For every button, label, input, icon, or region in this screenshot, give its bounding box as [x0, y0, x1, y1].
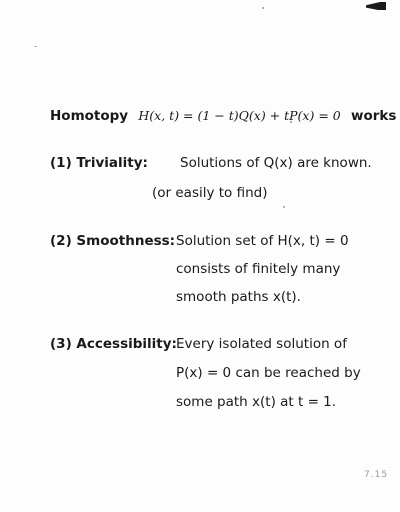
item-text-line: (or easily to find)	[152, 185, 268, 201]
item-label-smoothness: (2) Smoothness:	[50, 233, 176, 249]
title-formula: H(x, t) = (1 − t)Q(x) + tP(x) = 0	[138, 108, 341, 123]
corner-scan-mark	[366, 2, 386, 10]
scan-speck	[262, 7, 264, 9]
item-text-line: some path x(t) at t = 1.	[176, 394, 337, 410]
item-text-line: P(x) = 0 can be reached by	[176, 365, 361, 381]
item-text-line: Every isolated solution of	[176, 336, 347, 352]
title-tail: works	[351, 108, 397, 124]
item-text-line: Solutions of Q(x) are known.	[180, 155, 372, 171]
item-text-line: smooth paths x(t).	[176, 289, 301, 305]
item-label-triviality: (1) Triviality:	[50, 155, 148, 171]
scan-speck	[283, 206, 285, 208]
item-label-accessibility: (3) Accessibility:	[50, 336, 177, 352]
title-line	[50, 107, 396, 125]
item-text-line: Solution set of H(x, t) = 0	[176, 233, 349, 249]
scan-speck	[34, 46, 37, 47]
page-number: 7.15	[364, 470, 389, 480]
item-text-line: consists of finitely many	[176, 261, 341, 277]
title-word: Homotopy	[50, 108, 129, 124]
